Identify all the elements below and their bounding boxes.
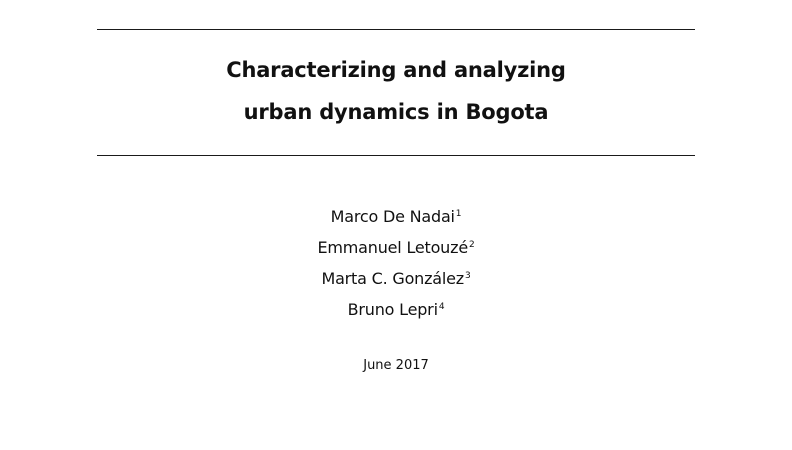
author-affiliation: 2 <box>468 240 475 250</box>
author-name: Emmanuel Letouzé <box>317 238 468 257</box>
author-3 <box>0 271 792 287</box>
author-1 <box>0 209 792 225</box>
author-affiliation: 4 <box>438 302 445 312</box>
bottom-rule <box>97 155 695 156</box>
author-4 <box>0 302 792 318</box>
paper-title-line-2: urban dynamics in Bogota <box>243 100 549 124</box>
author-name: Marco De Nadai <box>330 207 455 226</box>
top-rule <box>97 29 695 30</box>
author-name: Bruno Lepri <box>347 300 438 319</box>
paper-title-line-1: Characterizing and analyzing <box>226 58 566 82</box>
author-affiliation: 1 <box>455 209 462 219</box>
author-name: Marta C. González <box>321 269 464 288</box>
author-affiliation: 3 <box>464 271 471 281</box>
publication-date: June 2017 <box>363 358 429 373</box>
author-2 <box>0 240 792 256</box>
